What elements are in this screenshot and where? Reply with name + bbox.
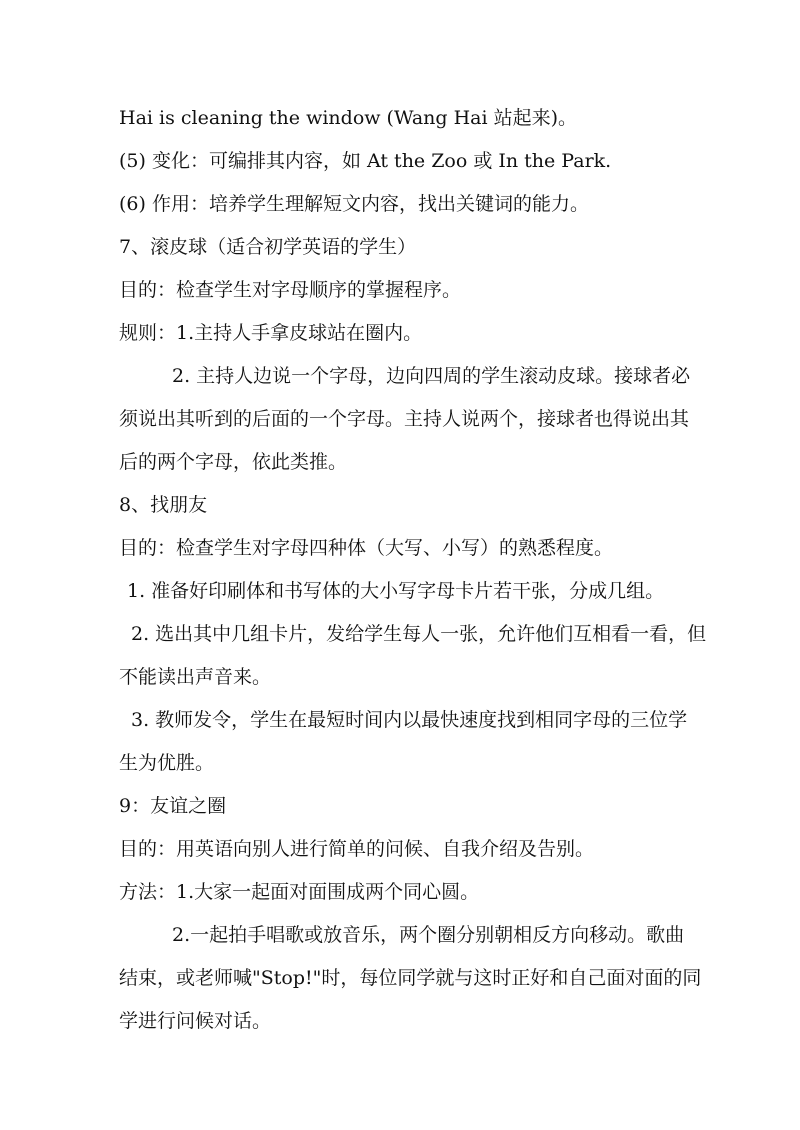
text-line-method-2-cont: 结束，或老师喊"Stop!"时，每位同学就与这时正好和自己面对面的同 [119,967,702,989]
text-line-purpose-effect: (6) 作用：培养学生理解短文内容，找出关键词的能力。 [119,193,589,215]
text-line-method-2: 2.一起拍手唱歌或放音乐，两个圈分别朝相反方向移动。歌曲 [172,924,685,946]
text-line-variation: (5) 变化：可编排其内容，如 At the Zoo 或 In the Park. [119,150,612,172]
text-line-rules-2-cont: 须说出其听到的后面的一个字母。主持人说两个，接球者也得说出其 [119,408,690,430]
text-line-method-2-end: 学进行问候对话。 [119,1010,272,1032]
text-line-step-1: 1. 准备好印刷体和书写体的大小写字母卡片若干张，分成几组。 [127,580,665,602]
section-heading-8: 8、找朋友 [119,494,208,516]
text-line-method-1: 方法：1.大家一起面对面围成两个同心圆。 [119,881,480,903]
text-line-step-2: 2. 选出其中几组卡片，发给学生每人一张，允许他们互相看一看，但 [131,623,707,645]
section-heading-9: 9：友谊之圈 [119,795,227,817]
text-line-goal-9: 目的：用英语向别人进行简单的问候、自我介绍及告别。 [119,838,595,860]
text-line-continuation: Hai is cleaning the window (Wang Hai 站起来)。 [119,107,578,129]
text-line-rules-2: 2. 主持人边说一个字母，边向四周的学生滚动皮球。接球者必 [172,365,691,387]
text-line-step-3-end: 生为优胜。 [119,752,215,774]
text-line-rules-2-end: 后的两个字母，依此类推。 [119,451,348,473]
text-line-goal-8: 目的：检查学生对字母四种体（大写、小写）的熟悉程度。 [119,537,614,559]
section-heading-7: 7、滚皮球（适合初学英语的学生） [119,236,417,258]
text-line-step-2-end: 不能读出声音来。 [119,666,272,688]
text-line-rules-1: 规则：1.主持人手拿皮球站在圈内。 [119,322,423,344]
text-line-goal-7: 目的：检查学生对字母顺序的掌握程序。 [119,279,462,301]
text-line-step-3: 3. 教师发令，学生在最短时间内以最快速度找到相同字母的三位学 [131,709,688,731]
